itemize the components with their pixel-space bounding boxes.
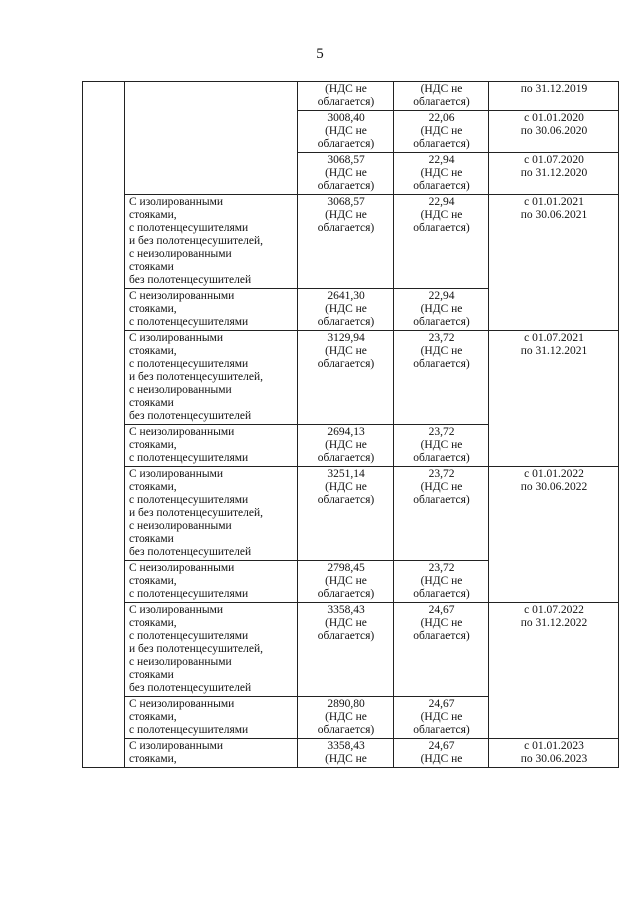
cell-text-line: облагается): [413, 588, 470, 600]
cell-text-line: (НДС не: [325, 439, 367, 451]
cell-text-line: облагается): [413, 452, 470, 464]
table-row: [83, 195, 619, 289]
price-cell: [298, 467, 394, 561]
cell-text-line: стояками,: [129, 481, 177, 493]
cell-text-line: и без полотенцесушителей,: [129, 507, 264, 519]
cell-text-line: по 30.06.2021: [520, 209, 588, 221]
cell-text-line: С изолированными: [129, 740, 224, 752]
cell-text-line: (НДС не: [420, 575, 463, 587]
period-cell: [489, 195, 619, 331]
cell-text-line: С неизолированными: [129, 698, 235, 710]
cell-text-line: (НДС не: [420, 83, 463, 95]
cell-text-line: с 01.01.2023: [524, 740, 584, 752]
period-cell: [489, 739, 619, 768]
cell-text-line: (НДС не: [325, 209, 367, 221]
cell-text-line: стояками,: [129, 209, 177, 221]
cell-text-line: с полотенцесушителями: [129, 358, 249, 370]
cell-text-line: стояками,: [129, 345, 177, 357]
cell-text-line: (НДС не: [420, 481, 463, 493]
cell-text-line: облагается): [317, 724, 375, 736]
cell-text-line: и без полотенцесушителей,: [129, 643, 264, 655]
page-number: 5: [316, 46, 324, 62]
cell-text-line: облагается): [413, 222, 470, 234]
period-cell: [489, 153, 619, 195]
cell-text-line: 2641,30: [327, 290, 365, 302]
cell-text-line: облагается): [317, 358, 375, 370]
cell-text-line: 3358,43: [327, 740, 365, 752]
cell-text-line: стояками,: [129, 439, 177, 451]
cell-text-line: 2694,13: [327, 426, 365, 438]
cell-text-line: с полотенцесушителями: [129, 316, 249, 328]
vat-cell: [394, 289, 489, 331]
price-cell: [298, 82, 394, 111]
cell-text-line: с 01.07.2021: [524, 332, 584, 344]
vat-cell: [394, 111, 489, 153]
period-cell: [489, 467, 619, 603]
cell-text-line: С неизолированными: [129, 426, 235, 438]
cell-text-line: 3358,43: [327, 604, 365, 616]
cell-text-line: 23,72: [428, 562, 455, 574]
description-cell: [125, 195, 298, 289]
cell-text-line: с полотенцесушителями: [129, 588, 249, 600]
cell-text-line: облагается): [317, 452, 375, 464]
cell-text-line: (НДС не: [420, 753, 463, 765]
cell-text-line: облагается): [317, 588, 375, 600]
cell-text-line: стояками,: [129, 617, 177, 629]
cell-text-line: по 31.12.2021: [520, 345, 588, 357]
cell-text-line: (НДС не: [325, 617, 367, 629]
cell-text-line: 24,67: [428, 698, 455, 710]
table-row: [83, 603, 619, 697]
vat-cell: [394, 603, 489, 697]
cell-text-line: 23,72: [428, 332, 455, 344]
cell-text-line: С неизолированными: [129, 290, 235, 302]
cell-text-line: без полотенцесушителей: [129, 410, 252, 422]
cell-text-line: с полотенцесушителями: [129, 630, 249, 642]
cell-text-line: (НДС не: [325, 575, 367, 587]
cell-text-line: облагается): [317, 630, 375, 642]
cell-text-line: без полотенцесушителей: [129, 546, 252, 558]
cell-text-line: с полотенцесушителями: [129, 494, 249, 506]
price-cell: [298, 195, 394, 289]
cell-text-line: 22,94: [428, 196, 455, 208]
cell-text-line: С изолированными: [129, 332, 224, 344]
cell-text-line: по 31.12.2019: [520, 83, 588, 95]
cell-text-line: (НДС не: [420, 209, 463, 221]
cell-text-line: 3008,40: [327, 112, 365, 124]
description-cell: [125, 739, 298, 768]
price-cell: [298, 697, 394, 739]
cell-text-line: С неизолированными: [129, 562, 235, 574]
cell-text-line: по 30.06.2020: [520, 125, 588, 137]
cell-text-line: облагается): [317, 222, 375, 234]
cell-text-line: стояками: [129, 669, 174, 681]
cell-text-line: 2798,45: [327, 562, 365, 574]
description-cell: [125, 561, 298, 603]
cell-text-line: облагается): [413, 494, 470, 506]
cell-text-line: 2890,80: [327, 698, 365, 710]
cell-text-line: без полотенцесушителей: [129, 682, 252, 694]
vat-cell: [394, 425, 489, 467]
price-cell: [298, 425, 394, 467]
description-cell: [125, 289, 298, 331]
cell-text-line: облагается): [413, 316, 470, 328]
cell-text-line: с неизолированными: [129, 520, 232, 532]
cell-text-line: облагается): [413, 96, 470, 108]
cell-text-line: облагается): [413, 724, 470, 736]
cell-text-line: (НДС не: [420, 711, 463, 723]
cell-text-line: с 01.07.2020: [524, 154, 584, 166]
vat-cell: [394, 561, 489, 603]
description-cell: [125, 603, 298, 697]
cell-text-line: С изолированными: [129, 604, 224, 616]
period-cell: [489, 603, 619, 739]
cell-text-line: (НДС не: [325, 303, 367, 315]
cell-text-line: с полотенцесушителями: [129, 222, 249, 234]
cell-text-line: облагается): [317, 494, 375, 506]
cell-text-line: с неизолированными: [129, 248, 232, 260]
cell-text-line: облагается): [413, 180, 470, 192]
description-cell: [125, 82, 298, 195]
cell-text-line: (НДС не: [325, 345, 367, 357]
cell-text-line: 22,94: [428, 154, 455, 166]
cell-text-line: 23,72: [428, 426, 455, 438]
cell-text-line: стояками,: [129, 575, 177, 587]
price-cell: [298, 289, 394, 331]
cell-text-line: по 31.12.2022: [520, 617, 588, 629]
cell-text-line: облагается): [413, 630, 470, 642]
cell-text-line: 3068,57: [327, 154, 365, 166]
price-cell: [298, 111, 394, 153]
price-cell: [298, 153, 394, 195]
cell-text-line: с 01.01.2021: [524, 196, 584, 208]
tariff-table: [82, 81, 619, 768]
cell-text-line: облагается): [317, 138, 375, 150]
vat-cell: [394, 153, 489, 195]
table-row: [83, 467, 619, 561]
cell-text-line: 3129,94: [327, 332, 365, 344]
cell-text-line: (НДС не: [420, 125, 463, 137]
table-row: [83, 82, 619, 111]
cell-text-line: с полотенцесушителями: [129, 724, 249, 736]
cell-text-line: (НДС не: [325, 83, 367, 95]
cell-text-line: стояками: [129, 533, 174, 545]
cell-text-line: по 30.06.2023: [520, 753, 588, 765]
cell-text-line: с 01.01.2020: [524, 112, 584, 124]
price-cell: [298, 561, 394, 603]
cell-text-line: (НДС не: [325, 753, 367, 765]
cell-text-line: 23,72: [428, 468, 455, 480]
vat-cell: [394, 697, 489, 739]
cell-text-line: облагается): [317, 96, 375, 108]
cell-text-line: 24,67: [428, 604, 455, 616]
cell-text-line: облагается): [413, 358, 470, 370]
cell-text-line: 3068,57: [327, 196, 365, 208]
price-cell: [298, 331, 394, 425]
price-cell: [298, 603, 394, 697]
cell-text-line: (НДС не: [325, 125, 367, 137]
cell-text-line: стояками,: [129, 711, 177, 723]
description-cell: [125, 331, 298, 425]
cell-text-line: и без полотенцесушителей,: [129, 371, 264, 383]
cell-text-line: облагается): [317, 316, 375, 328]
cell-text-line: 22,06: [428, 112, 455, 124]
cell-text-line: (НДС не: [420, 439, 463, 451]
cell-text-line: (НДС не: [420, 167, 463, 179]
period-cell: [489, 331, 619, 467]
cell-text-line: стояками: [129, 397, 174, 409]
cell-text-line: с полотенцесушителями: [129, 452, 249, 464]
cell-text-line: стояками: [129, 261, 174, 273]
description-cell: [125, 425, 298, 467]
price-cell: [298, 739, 394, 768]
vat-cell: [394, 195, 489, 289]
cell-text-line: (НДС не: [325, 711, 367, 723]
cell-text-line: облагается): [317, 180, 375, 192]
cell-text-line: стояками,: [129, 303, 177, 315]
cell-text-line: 24,67: [428, 740, 455, 752]
cell-text-line: (НДС не: [420, 303, 463, 315]
cell-text-line: (НДС не: [325, 167, 367, 179]
period-cell: [489, 82, 619, 111]
cell-text-line: с неизолированными: [129, 656, 232, 668]
cell-text-line: без полотенцесушителей: [129, 274, 252, 286]
cell-text-line: с неизолированными: [129, 384, 232, 396]
cell-text-line: по 30.06.2022: [520, 481, 588, 493]
number-column-cell: [83, 82, 125, 768]
cell-text-line: (НДС не: [420, 617, 463, 629]
cell-text-line: 22,94: [428, 290, 455, 302]
cell-text-line: с 01.01.2022: [524, 468, 584, 480]
cell-text-line: с 01.07.2022: [524, 604, 584, 616]
cell-text-line: облагается): [413, 138, 470, 150]
cell-text-line: (НДС не: [325, 481, 367, 493]
cell-text-line: стояками,: [129, 753, 177, 765]
vat-cell: [394, 331, 489, 425]
cell-text-line: (НДС не: [420, 345, 463, 357]
vat-cell: [394, 739, 489, 768]
cell-text-line: и без полотенцесушителей,: [129, 235, 264, 247]
period-cell: [489, 111, 619, 153]
vat-cell: [394, 467, 489, 561]
vat-cell: [394, 82, 489, 111]
table-row: [83, 739, 619, 768]
table-row: [83, 331, 619, 425]
cell-text-line: 3251,14: [327, 468, 365, 480]
description-cell: [125, 467, 298, 561]
description-cell: [125, 697, 298, 739]
cell-text-line: по 31.12.2020: [520, 167, 588, 179]
cell-text-line: С изолированными: [129, 196, 224, 208]
cell-text-line: С изолированными: [129, 468, 224, 480]
